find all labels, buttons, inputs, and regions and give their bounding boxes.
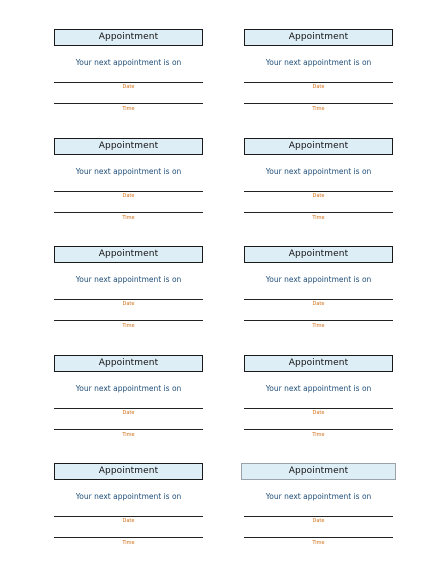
appointment-card [54,246,203,336]
appointment-card [244,246,393,336]
card-message: Your next appointment is on [265,384,372,393]
date-line [244,299,393,300]
card-message: Your next appointment is on [75,167,182,176]
card-title: Appointment [241,463,396,480]
date-line [54,408,203,409]
time-line [54,103,203,104]
appointment-card [54,463,203,553]
date-label: Date [122,410,135,416]
card-message: Your next appointment is on [265,58,372,67]
date-label: Date [312,301,325,307]
time-label: Time [312,215,325,221]
time-label: Time [312,540,325,546]
date-line [244,516,393,517]
appointment-card [244,29,393,119]
card-title: Appointment [54,246,203,263]
date-line [244,408,393,409]
time-line [244,320,393,321]
date-line [54,82,203,83]
appointment-card [54,355,203,445]
date-line [54,191,203,192]
appointment-card [244,138,393,228]
time-label: Time [122,323,135,329]
card-title: Appointment [54,463,203,480]
card-message: Your next appointment is on [75,492,182,501]
time-label: Time [122,106,135,112]
date-label: Date [312,84,325,90]
card-message: Your next appointment is on [265,167,372,176]
card-title: Appointment [244,355,393,372]
time-label: Time [312,106,325,112]
date-label: Date [312,518,325,524]
time-line [244,429,393,430]
time-line [244,103,393,104]
card-title: Appointment [54,29,203,46]
date-line [244,82,393,83]
date-line [54,516,203,517]
card-title: Appointment [54,138,203,155]
card-message: Your next appointment is on [75,58,182,67]
time-label: Time [312,432,325,438]
card-message: Your next appointment is on [75,275,182,284]
time-label: Time [122,540,135,546]
time-line [54,320,203,321]
date-line [244,191,393,192]
time-line [54,429,203,430]
card-title: Appointment [244,246,393,263]
time-label: Time [122,432,135,438]
card-message: Your next appointment is on [265,492,372,501]
date-label: Date [122,84,135,90]
date-label: Date [312,410,325,416]
time-line [54,537,203,538]
date-label: Date [122,518,135,524]
appointment-card [244,355,393,445]
date-label: Date [122,193,135,199]
card-title: Appointment [244,29,393,46]
card-message: Your next appointment is on [265,275,372,284]
appointment-card [54,29,203,119]
date-label: Date [312,193,325,199]
date-label: Date [122,301,135,307]
card-title: Appointment [54,355,203,372]
card-message: Your next appointment is on [75,384,182,393]
time-line [244,537,393,538]
time-line [54,212,203,213]
time-line [244,212,393,213]
date-line [54,299,203,300]
appointment-card [244,463,393,553]
time-label: Time [122,215,135,221]
appointment-card [54,138,203,228]
time-label: Time [312,323,325,329]
card-title: Appointment [244,138,393,155]
